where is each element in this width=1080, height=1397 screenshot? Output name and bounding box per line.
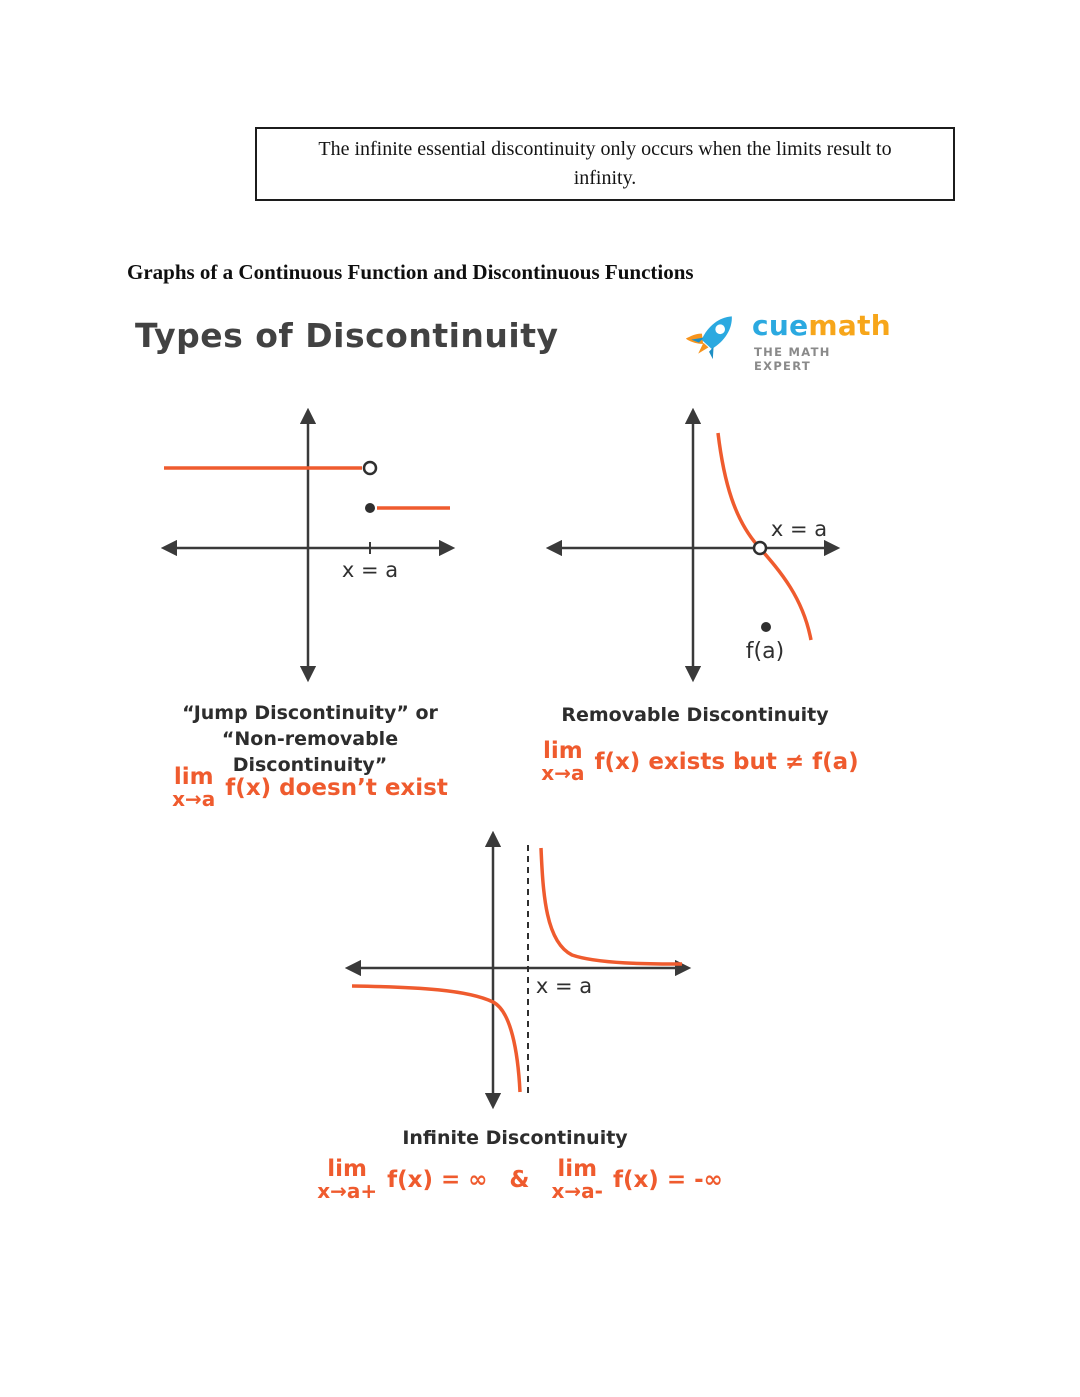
infinite-formula2-text: f(x) = -∞ [612, 1166, 723, 1193]
limit-operator-left: lim x→a- [551, 1156, 603, 1204]
cuemath-logo [686, 303, 892, 373]
jump-limit-formula [150, 766, 470, 810]
section-heading: Graphs of a Continuous Function and Discontinuous Functions [127, 260, 694, 284]
filled-point [365, 503, 375, 513]
removable-discontinuity-graph [535, 395, 855, 695]
brand-wordmark [752, 309, 891, 342]
limit-operator: lim x→a [172, 764, 216, 812]
note-box [255, 127, 955, 201]
point-label-fa: f(a) [745, 639, 785, 664]
axis-label-x-a: x = a [341, 558, 399, 582]
infinite-caption: Infinite Discontinuity [402, 1127, 628, 1149]
limit-operator-right: lim x→a+ [317, 1156, 378, 1204]
axis-label-x-a: x = a [535, 974, 593, 998]
infinite-discontinuity-graph [330, 820, 700, 1120]
filled-point-fa [761, 622, 771, 632]
jump-discontinuity-graph [150, 395, 470, 695]
axis-label-x-a: x = a [770, 517, 828, 541]
removable-caption: Removable Discontinuity [561, 704, 829, 726]
jump-formula-text: f(x) doesn’t exist [225, 774, 448, 801]
right-branch [541, 848, 682, 964]
jump-caption-line2: “Non-removable Discontinuity” [221, 728, 399, 776]
left-branch [352, 986, 520, 1092]
brand-cue: cue [752, 309, 809, 342]
removable-limit-formula [505, 740, 895, 784]
removable-formula-text: f(x) exists but ≠ f(a) [594, 748, 859, 775]
infinite-formula1-text: f(x) = ∞ [387, 1166, 488, 1193]
brand-tagline: THE MATH EXPERT [754, 345, 831, 373]
rocket-icon [686, 305, 744, 365]
figure-title: Types of Discontinuity [135, 316, 559, 355]
ampersand: & [509, 1166, 530, 1193]
jump-caption-line1: “Jump Discontinuity” or [182, 702, 438, 724]
open-circle [364, 462, 376, 474]
infinite-limit-formula [275, 1158, 765, 1202]
open-circle [754, 542, 766, 554]
limit-operator: lim x→a [541, 738, 585, 786]
brand-math: math [808, 309, 892, 342]
note-text: The infinite essential discontinuity only occurs when the limits result to infinity. [318, 138, 892, 189]
